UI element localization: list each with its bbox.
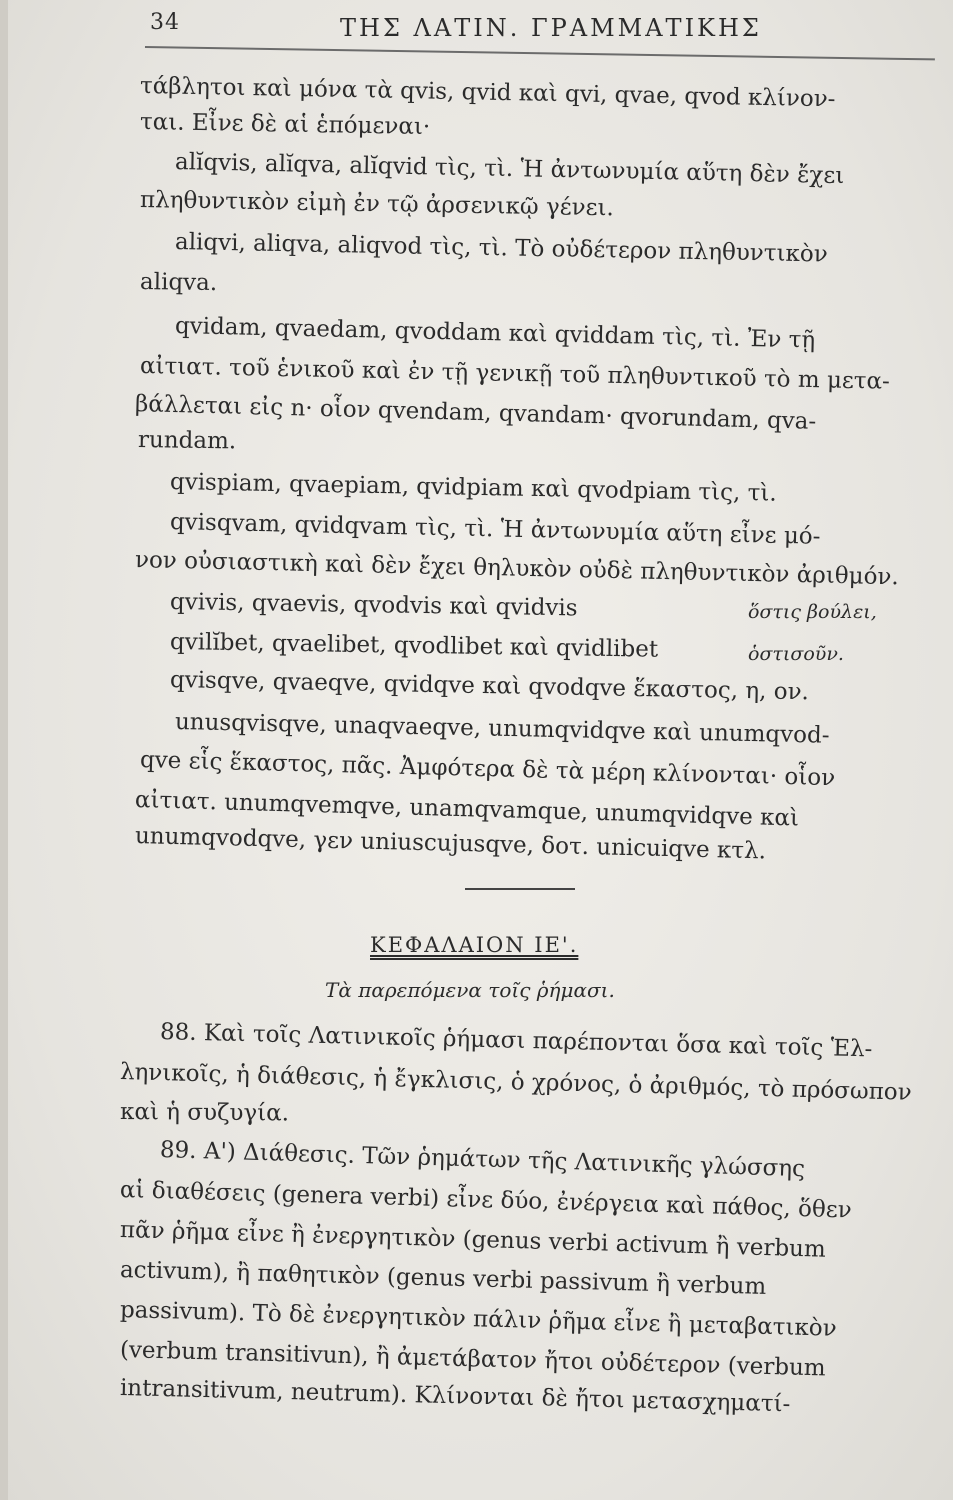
text-line: νον οὐσιαστικὴ καὶ δὲν ἔχει θηλυκὸν οὐδὲ πληθυντικὸν ἀριθμόν.	[134, 547, 900, 591]
text-line: aliqva.	[139, 269, 218, 297]
text-line: (verbum transitivun), ἢ ἀμετάβατον ἤτοι οὐδέτερον (verbum	[119, 1337, 827, 1382]
text-line: πᾶν ῥῆμα εἶνε ἢ ἐνεργητικὸν (genus verbi activum ἢ verbum	[119, 1217, 827, 1263]
text-line: ληνικοῖς, ἡ διάθεσις, ἡ ἔγκλισις, ὁ χρόνος, ὁ ἀριθμός, τὸ πρόσωπον	[119, 1059, 912, 1106]
text-line: qvidam, qvaedam, qvoddam καὶ qviddam τὶς, τὶ. Ἐν τῇ	[174, 313, 816, 354]
text-line: activum), ἢ παθητικὸν (genus verbi passivum ἢ verbum	[119, 1257, 767, 1300]
brace-gloss-line: ὁστισοῦν.	[748, 643, 844, 665]
text-line: αἰτιατ. unumqvemqve, unamqvamque, unumqvidqve καὶ	[134, 787, 800, 832]
text-line: 89. Α') Διάθεσις. Τῶν ῥημάτων τῆς Λατινικῆς γλώσσης	[159, 1137, 806, 1183]
text-line: rundam.	[137, 427, 237, 455]
text-line: alĭqvis, alĭqva, alĭqvid τὶς, τὶ. Ἡ ἀντωνυμία αὕτη δὲν ἔχει	[174, 149, 845, 190]
text-line: τάβλητοι καὶ μόνα τὰ qvis, qvid καὶ qvi, qvae, qvod κλίνον-	[139, 73, 836, 113]
text-line: intransitivum, neutrum). Κλίνονται δὲ ἤτοι μετασχηματί-	[119, 1375, 791, 1418]
text-line: unusqvisqve, unaqvaeqve, unumqvidqve καὶ unumqvod-	[174, 709, 830, 749]
text-line: πληθυντικὸν εἰμὴ ἐν τῷ ἀρσενικῷ γένει.	[139, 187, 615, 222]
brace-gloss-line: ὅστις βούλει,	[748, 601, 877, 623]
text-line: qvisqvam, qvidqvam τὶς, τὶ. Ἡ ἀντωνυμία αὕτη εἶνε μό-	[169, 509, 821, 550]
running-title: ΤΗΣ ΛΑΤΙΝ. ΓΡΑΜΜΑΤΙΚΗΣ	[340, 14, 762, 42]
text-line: ται. Εἶνε δὲ αἱ ἑπόμεναι·	[139, 109, 431, 141]
text-line: αἱ διαθέσεις (genera verbi) εἶνε δύο, ἐνέργεια καὶ πάθος, ὅθεν	[119, 1177, 853, 1224]
text-line: passivum). Τὸ δὲ ἐνεργητικὸν πάλιν ῥῆμα εἶνε ἢ μεταβατικὸν	[119, 1297, 838, 1342]
text-line: βάλλεται εἰς n· οἷον qvendam, qvandam· qvorundam, qva-	[134, 391, 817, 435]
text-line: unumqvodqve, γεν uniuscujusqve, δοτ. unicuiqve κτλ.	[134, 823, 767, 865]
text-line: aliqvi, aliqva, aliqvod τὶς, τὶ. Τὸ οὐδέτερον πληθυντικὸν	[174, 229, 828, 268]
text-line: καὶ ἡ συζυγία.	[119, 1099, 290, 1127]
text-line: qvispiam, qvaepiam, qvidpiam καὶ qvodpiam τὶς, τὶ.	[169, 469, 777, 507]
text-line: qvilĭbet, qvaelibet, qvodlibet καὶ qvidlibet	[169, 629, 659, 663]
chapter-subtitle: Τὰ παρεπόμενα τοῖς ῥήμασι.	[325, 978, 615, 1002]
text-line: 88. Καὶ τοῖς Λατινικοῖς ῥήμασι παρέπονται ὅσα καὶ τοῖς Ἑλ-	[159, 1019, 873, 1063]
text-line: qve εἷς ἕκαστος, πᾶς. Ἀμφότερα δὲ τὰ μέρη κλίνονται· οἷον	[139, 747, 836, 792]
chapter-title: ΚΕΦΑΛΑΙΟΝ ΙΕ'.	[370, 933, 579, 957]
text-line: qvivis, qvaevis, qvodvis καὶ qvidvis	[169, 589, 578, 622]
page-number: 34	[150, 10, 180, 35]
text-line: qvisqve, qvaeqve, qvidqve καὶ qvodqve ἕκαστος, η, ον.	[169, 667, 810, 706]
text-line: αἰτιατ. τοῦ ἑνικοῦ καὶ ἐν τῇ γενικῇ τοῦ πληθυντικοῦ τὸ m μετα-	[139, 353, 891, 395]
